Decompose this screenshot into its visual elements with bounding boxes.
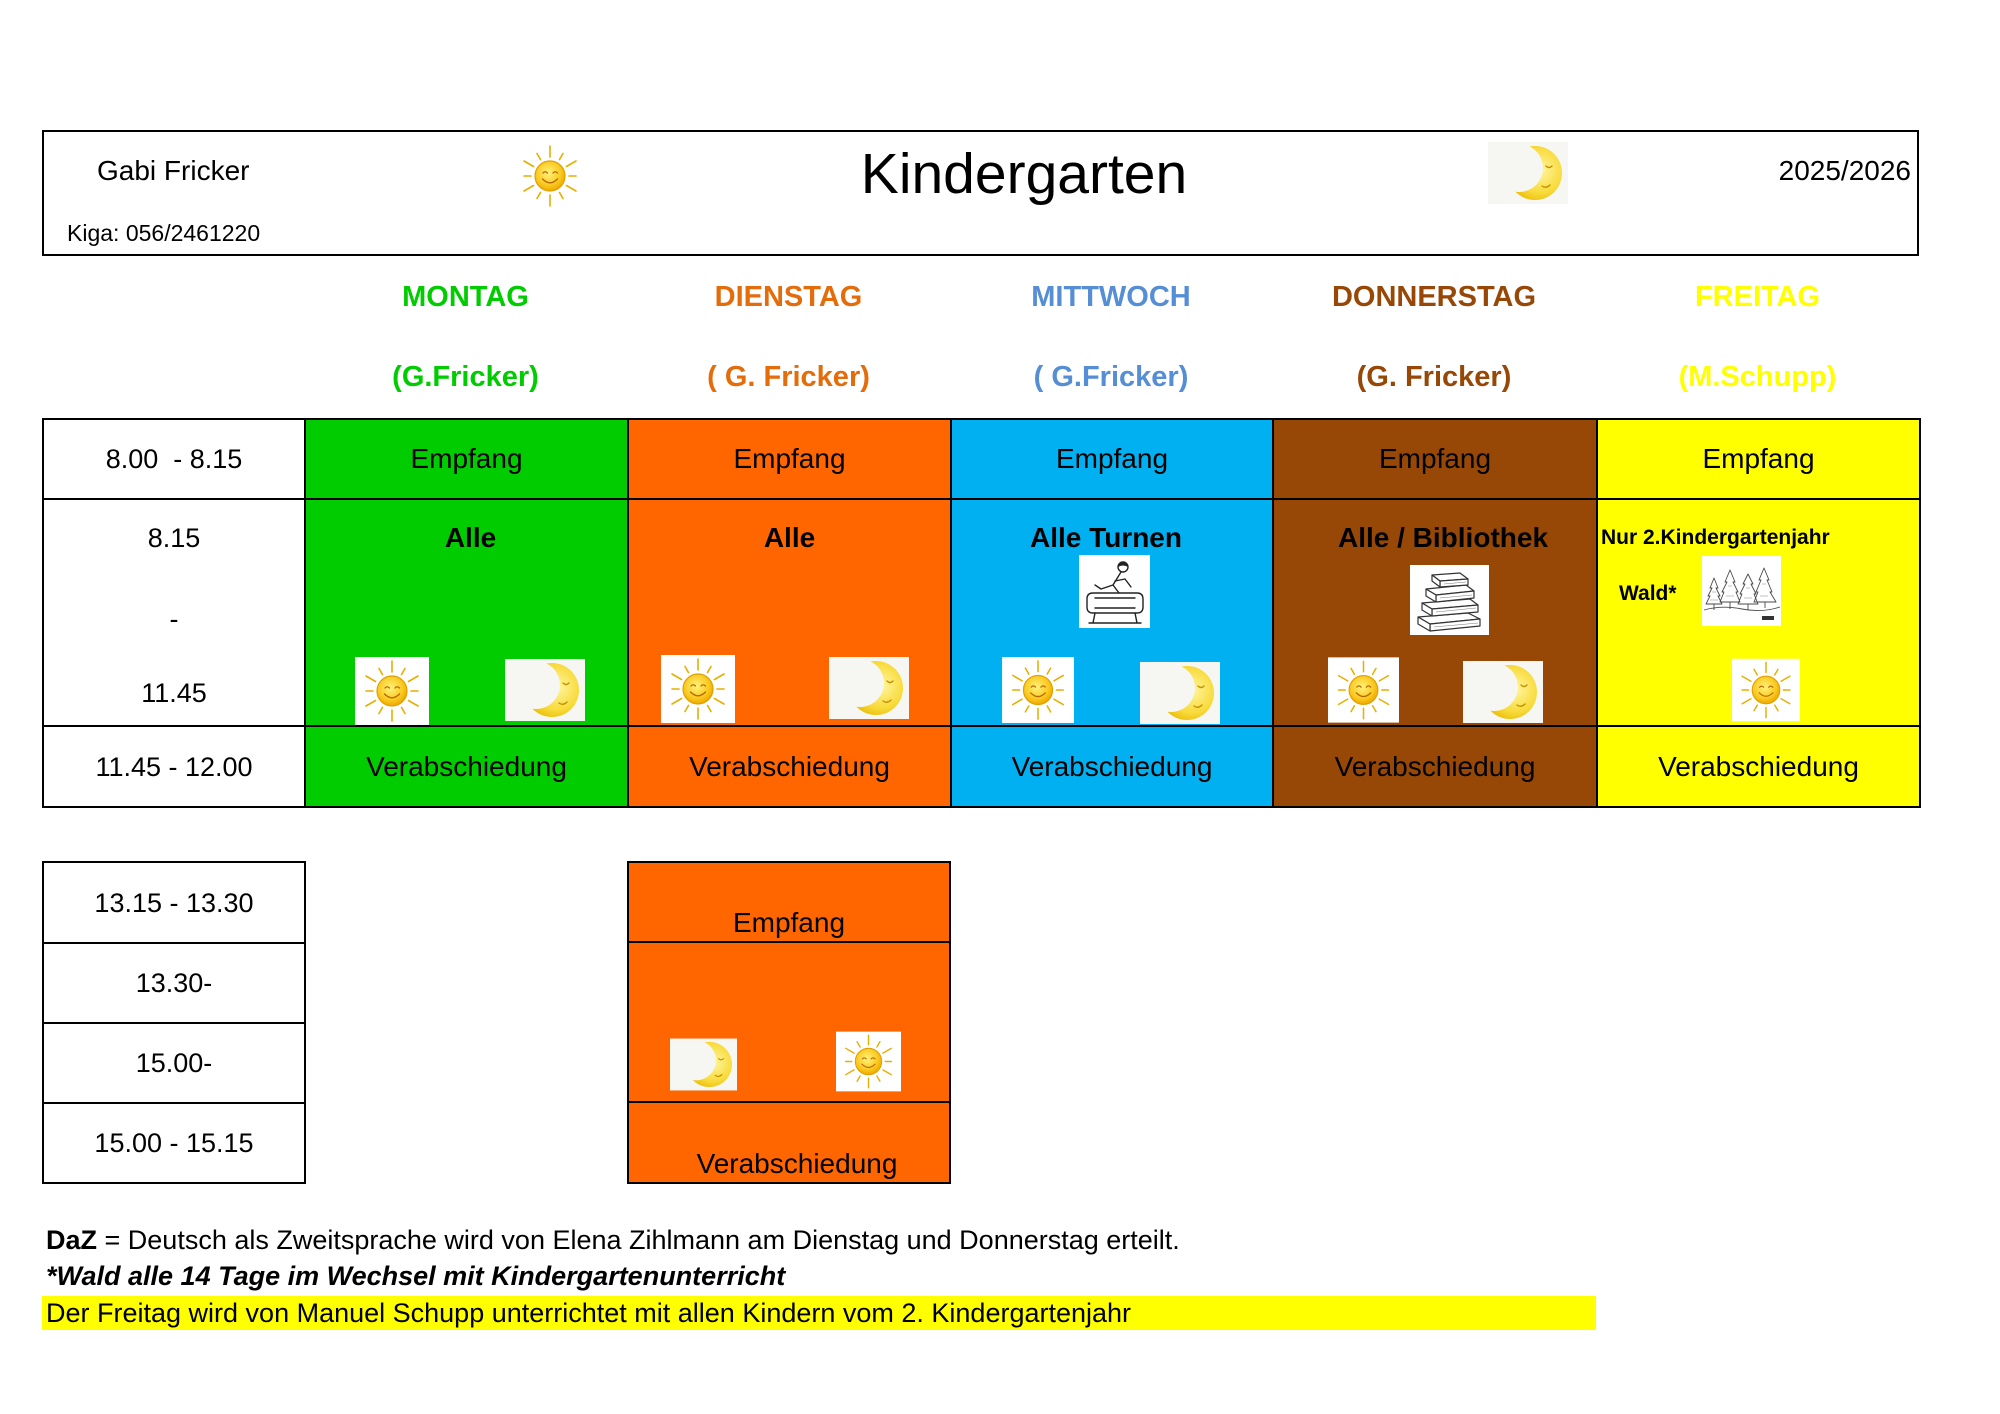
donnerstag-farewell-cell — [1274, 727, 1598, 808]
dienstag-main-label: Alle — [763, 522, 816, 553]
time-main-end: 11.45 — [141, 678, 207, 708]
time-farewell-text: 11.45 - 12.00 — [95, 751, 253, 782]
montag-empfang-text: Empfang — [410, 443, 523, 474]
moon-icon — [1140, 662, 1220, 724]
sun-icon — [661, 655, 735, 723]
dienstag-afternoon-empfang-text: Empfang — [732, 907, 846, 938]
school-year: 2025/2026 — [1778, 155, 1911, 186]
dienstag-empfang-text: Empfang — [733, 443, 846, 474]
donnerstag-main-cell — [1274, 500, 1598, 727]
moon-icon — [505, 659, 585, 721]
donnerstag-empfang-cell — [1274, 420, 1598, 500]
day-teacher-donnerstag: (G. Fricker) — [1356, 361, 1512, 393]
afternoon-time-cell — [44, 1024, 306, 1104]
dienstag-afternoon-block — [627, 861, 951, 1184]
mittwoch-empfang-cell — [952, 420, 1274, 500]
forest-icon — [1702, 556, 1781, 626]
afternoon-time-text: 13.15 - 13.30 — [94, 887, 254, 918]
donnerstag-empfang-text: Empfang — [1378, 443, 1492, 474]
mittwoch-main-cell — [952, 500, 1274, 727]
freitag-main-label: Nur 2.Kindergartenjahr — [1601, 526, 1830, 549]
page-title: Kindergarten — [860, 142, 1188, 206]
day-teacher-dienstag: ( G. Fricker) — [707, 361, 870, 393]
day-teacher-mittwoch: ( G.Fricker) — [1033, 361, 1189, 393]
freitag-farewell-cell — [1598, 727, 1921, 808]
afternoon-time-text: 15.00- — [135, 1048, 213, 1078]
time-cell-arrival — [44, 420, 306, 500]
moon-icon — [1463, 661, 1543, 723]
day-header-donnerstag: DONNERSTAG — [1331, 281, 1537, 313]
mittwoch-main-label: Alle Turnen — [1030, 522, 1182, 553]
dienstag-main-cell — [629, 500, 952, 727]
sun-icon — [1732, 658, 1800, 722]
montag-farewell-text: Verabschiedung — [366, 750, 567, 782]
dienstag-farewell-cell — [629, 727, 952, 808]
sun-icon — [513, 142, 587, 210]
moon-icon — [670, 1037, 737, 1092]
time-main-dash: - — [169, 604, 179, 634]
mittwoch-empfang-text: Empfang — [1055, 443, 1169, 474]
moon-icon — [1487, 142, 1569, 204]
day-header-freitag: FREITAG — [1694, 281, 1821, 313]
time-main-start: 8.15 — [147, 523, 201, 553]
freitag-empfang-text: Empfang — [1702, 443, 1815, 474]
afternoon-time-cell — [44, 1104, 306, 1184]
gymnast-icon — [1079, 555, 1150, 628]
time-cell-farewell — [44, 727, 306, 808]
freitag-wald-label: Wald* — [1619, 582, 1677, 605]
mittwoch-farewell-cell — [952, 727, 1274, 808]
afternoon-time-cell — [44, 863, 306, 944]
sun-icon — [836, 1028, 901, 1095]
freitag-main-cell — [1598, 500, 1921, 727]
freitag-empfang-cell — [1598, 420, 1921, 500]
dienstag-afternoon-farewell-text: Verabschiedung — [696, 1148, 898, 1179]
dienstag-empfang-cell — [629, 420, 952, 500]
donnerstag-main-label: Alle / Bibliothek — [1337, 522, 1549, 553]
montag-farewell-cell — [306, 727, 629, 808]
dienstag-afternoon-main-row — [629, 943, 949, 1103]
afternoon-time-cell — [44, 944, 306, 1024]
moon-icon — [829, 657, 909, 719]
day-header-mittwoch: MITTWOCH — [1031, 281, 1191, 313]
books-icon — [1410, 565, 1489, 635]
mittwoch-farewell-text: Verabschiedung — [1011, 750, 1213, 782]
teacher-name: Gabi Fricker — [97, 155, 250, 186]
friday-note: Der Freitag wird von Manuel Schupp unterrichtet mit allen Kindern vom 2. Kindergartenjahr — [46, 1298, 1132, 1328]
dienstag-farewell-text: Verabschiedung — [689, 750, 890, 782]
montag-empfang-cell — [306, 420, 629, 500]
sun-icon — [998, 657, 1078, 723]
header-box — [42, 130, 1919, 256]
friday-note-highlight — [42, 1296, 1596, 1330]
phone-number: Kiga: 056/2461220 — [67, 220, 261, 246]
day-header-dienstag: DIENSTAG — [714, 281, 863, 313]
wald-note: *Wald alle 14 Tage im Wechsel mit Kindergartenunterricht — [46, 1261, 786, 1291]
day-header-montag: MONTAG — [402, 281, 529, 313]
afternoon-time-table — [42, 861, 306, 1184]
daz-label: DaZ — [46, 1225, 98, 1255]
daz-text: = Deutsch als Zweitsprache wird von Elena Zihlmann am Dienstag und Donnerstag erteilt. — [97, 1225, 1180, 1255]
daz-note — [46, 1224, 1180, 1256]
freitag-farewell-text: Verabschiedung — [1658, 750, 1859, 782]
montag-main-label: Alle — [444, 522, 497, 553]
sun-icon — [1328, 657, 1399, 723]
morning-schedule-table — [42, 418, 1921, 808]
dienstag-afternoon-empfang-row — [629, 863, 949, 943]
dienstag-afternoon-farewell-row — [629, 1103, 949, 1182]
time-arrival-text: 8.00 - 8.15 — [105, 444, 243, 474]
montag-main-cell — [306, 500, 629, 727]
sun-icon — [355, 657, 429, 725]
afternoon-time-text: 13.30- — [135, 968, 213, 998]
donnerstag-farewell-text: Verabschiedung — [1334, 750, 1536, 782]
afternoon-time-text: 15.00 - 15.15 — [94, 1128, 254, 1158]
day-teacher-montag: (G.Fricker) — [392, 361, 539, 393]
day-teacher-freitag: (M.Schupp) — [1678, 361, 1837, 393]
time-cell-main — [44, 500, 306, 727]
